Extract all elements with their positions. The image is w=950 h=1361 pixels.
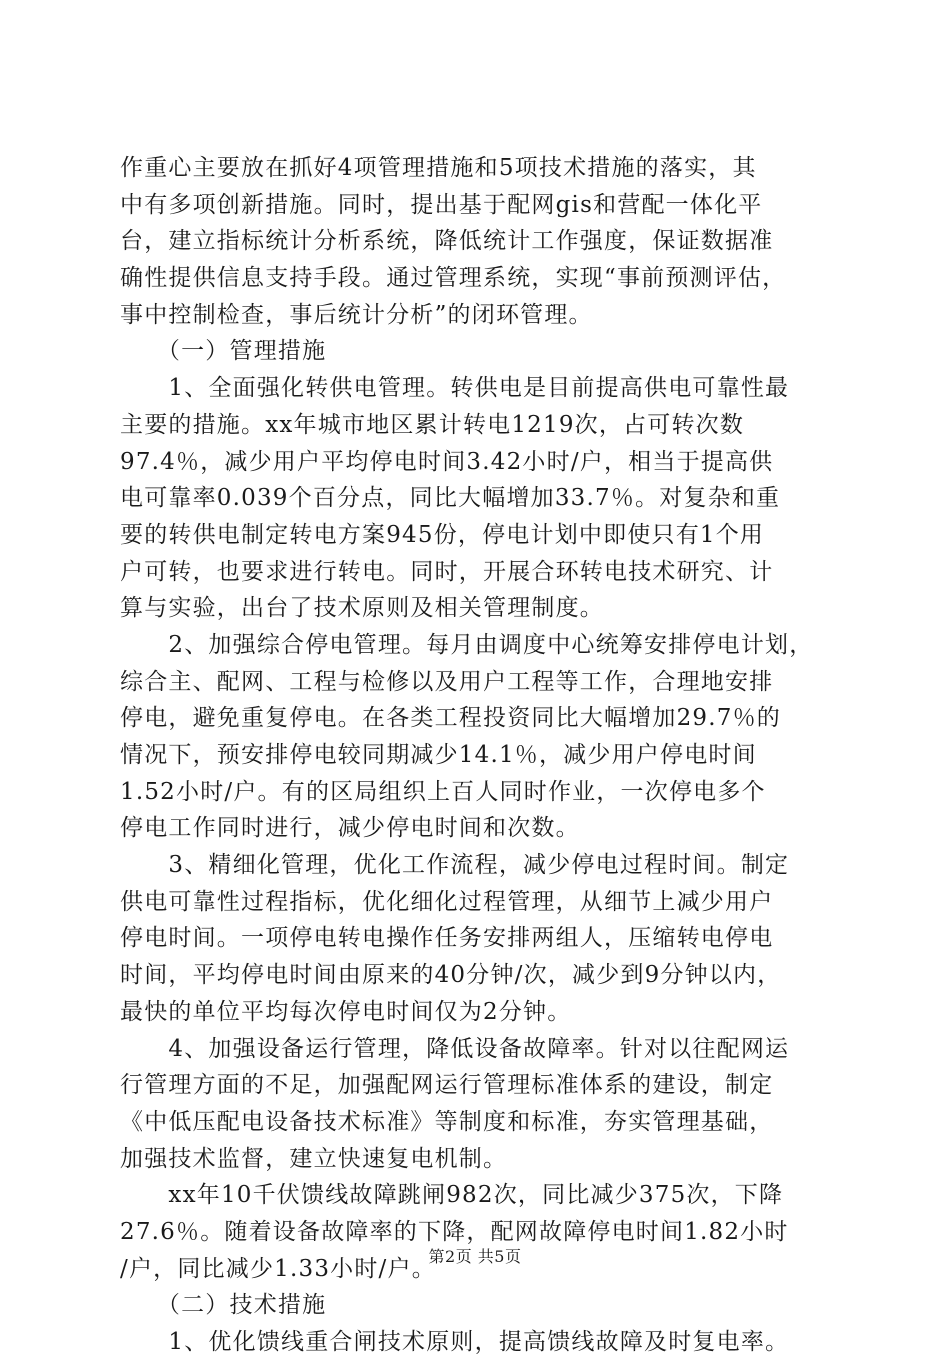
text-line: 1.52小时/户。有的区局组织上百人同时作业，一次停电多个 (120, 778, 766, 805)
text-line: 算与实验，出台了技术原则及相关管理制度。 (120, 595, 604, 622)
text-line: 时间，平均停电时间由原来的40分钟/次，减少到9分钟以内， (120, 962, 782, 989)
text-line: 1、优化馈线重合闸技术原则，提高馈线故障及时复电率。 (120, 1329, 790, 1355)
text-line: 停电，避免重复停电。在各类工程投资同比大幅增加29.7％的 (120, 705, 782, 732)
text-line: 确性提供信息支持手段。通过管理系统，实现“事前预测评估， (120, 265, 787, 292)
text-line: 行管理方面的不足，加强配网运行管理标准体系的建设，制定 (120, 1072, 774, 1099)
page-number-footer: 第2页 共5页 (428, 1247, 522, 1266)
text-line: 要的转供电制定转电方案945份，停电计划中即使只有1个用 (120, 521, 765, 548)
text-line: 事中控制检查，事后统计分析”的闭环管理。 (120, 301, 593, 328)
text-line: 4、加强设备运行管理，降低设备故障率。针对以往配网运 (120, 1035, 790, 1062)
text-line: 97.4％，减少用户平均停电时间3.42小时/户，相当于提高供 (120, 448, 774, 475)
text-line: 3、精细化管理，优化工作流程，减少停电过程时间。制定 (120, 852, 790, 879)
text-line: 综合主、配网、工程与检修以及用户工程等工作，合理地安排 (120, 668, 774, 695)
text-line: 户可转，也要求进行转电。同时，开展合环转电技术研究、计 (120, 558, 774, 585)
section-heading: （一）管理措施 (120, 338, 327, 365)
text-line: /户，同比减少1.33小时/户。 (120, 1255, 436, 1282)
section-heading: （二）技术措施 (120, 1292, 327, 1319)
text-line: 主要的措施。xx年城市地区累计转电1219次，占可转次数 (120, 411, 745, 438)
text-line: 最快的单位平均每次停电时间仅为2分钟。 (120, 998, 572, 1025)
text-line: 1、全面强化转供电管理。转供电是目前提高供电可靠性最 (120, 375, 790, 402)
text-line: 作重心主要放在抓好4项管理措施和5项技术措施的落实，其 (120, 155, 757, 181)
text-line: 《中低压配电设备技术标准》等制度和标准，夯实管理基础， (120, 1108, 774, 1135)
text-line: 供电可靠性过程指标，优化细化过程管理，从细节上减少用户 (120, 888, 774, 915)
text-line: 中有多项创新措施。同时，提出基于配网gis和营配一体化平 (120, 191, 763, 218)
text-line: 停电工作同时进行，减少停电时间和次数。 (120, 815, 580, 842)
text-line: 2、加强综合停电管理。每月由调度中心统筹安排停电计划， (120, 631, 814, 658)
text-line: 加强技术监督，建立快速复电机制。 (120, 1145, 508, 1172)
text-line: 情况下，预安排停电较同期减少14.1％，减少用户停电时间 (120, 742, 757, 768)
text-line: xx年10千伏馈线故障跳闸982次，同比减少375次，下降 (120, 1182, 784, 1209)
document-body (120, 150, 830, 1361)
text-line: 27.6％。随着设备故障率的下降，配网故障停电时间1.82小时 (120, 1218, 789, 1245)
text-line: 停电时间。一项停电转电操作任务安排两组人，压缩转电停电 (120, 925, 774, 952)
text-line: 电可靠率0.039个百分点，同比大幅增加33.7％。对复杂和重 (120, 485, 781, 512)
text-line: 台，建立指标统计分析系统，降低统计工作强度，保证数据准 (120, 228, 774, 255)
